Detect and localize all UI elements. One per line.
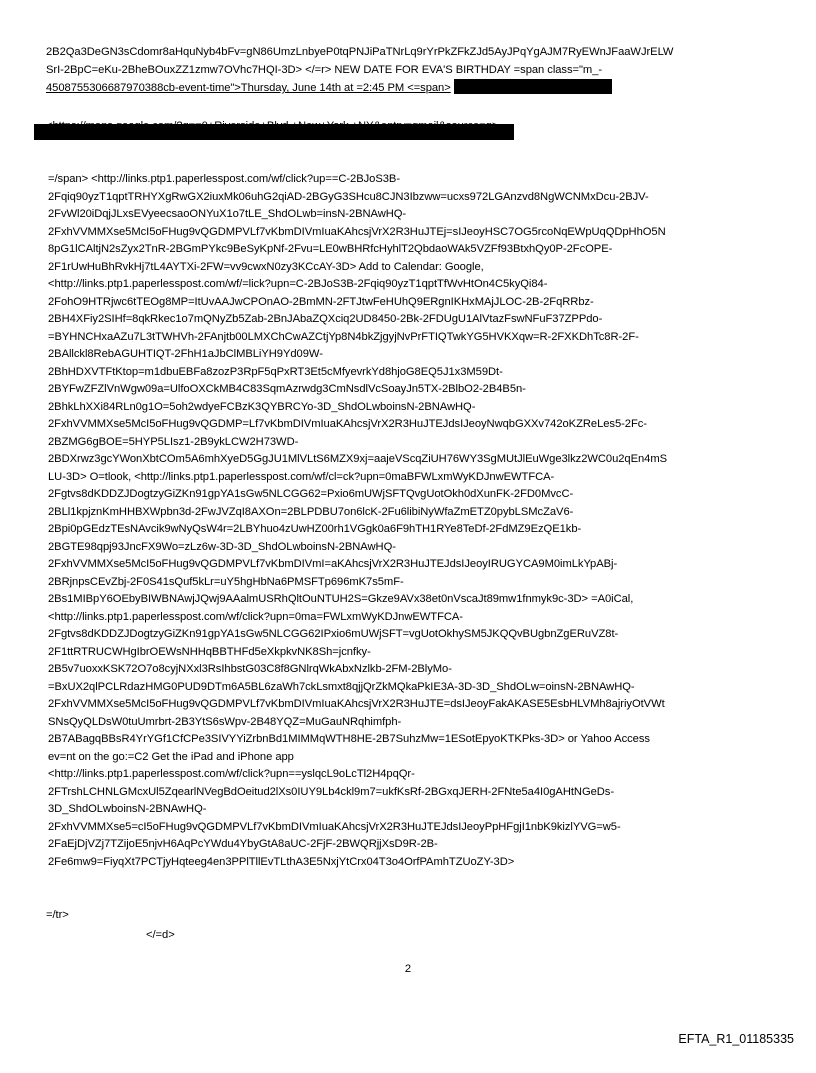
body-line: 2FxhVVMMXse5McI5oFHug9vQGDMPVLf7vKbmDIVmI=aKAhcsjVrX2R3HuJTEJdsIJeoyIRUGYCA9M0imLkYpABj-	[48, 558, 618, 570]
body-line: <http://links.ptp1.paperlesspost.com/wf/click?upn=0ma=FWLxmWyKDJnwEWTFCA-	[48, 610, 463, 623]
body-line: 3D_ShdOLwboinsN-2BNAwHQ-	[48, 803, 207, 815]
body-line: 2Fe6mw9=FiyqXt7PCTjyHqteeg4en3PPlTllEvTLthA3E5NxjYtCrx04T3o4OrfPAmhTZUoZY-3D>	[48, 855, 515, 868]
body-line: 2F1ttRTRUCWHgIbrOEWsNHHqBBTHFd5eXkpkvNK8Sh=jcnfky-	[48, 645, 371, 658]
body-line: =BYHNCHxaAZu7L3tTWHVh-2FAnjtb00LMXChCwAZCtjYp8N4bkZjgyjNvPrFTIQTwkYG5HVKXqw=R-2FXKDhTc8R-2F-	[48, 330, 639, 343]
body-line: 2FTrshLCHNLGMcxUl5ZqearlNVegBdOeitud2lXs0IUY9Lb4ckl9m7=ukfKsRf-2BGxqJERH-2FNte5a4I0gAHtNGeDs-	[48, 785, 615, 798]
body-line: SNsQyQLDsW0tuUmrbrt-2B3YtS6sWpv-2B48YQZ=MuGauNRqhimfph-	[48, 715, 402, 728]
bates-number: EFTA_R1_01185335	[678, 1032, 794, 1046]
body-line: <http://links.ptp1.paperlesspost.com/wf/click?upn==yslqcL9oLcTl2H4pqQr-	[48, 768, 415, 780]
body-line: 2FxhVVMMXse5=cI5oFHug9vQGDMPVLf7vKbmDIVmIuaKAhcsjVrX2R3HuJTEJdsIJeoyPpHFgjI1nbK9kizlYVG=w5-	[48, 820, 621, 833]
body-line: 2BYFwZFZlVnWgw09a=UlfoOXCkMB4C83SqmAzrwdg3CmNsdlVcSoayJn5TX-2BlbO2-2B4B5n-	[48, 383, 526, 395]
body-line: 2BRjnpsCEvZbj-2F0S41sQuf5kLr=uY5hgHbNa6PMSFTp696mK7s5mF-	[48, 575, 404, 588]
spacer	[46, 97, 776, 118]
link-text-block	[46, 171, 776, 871]
body-line: 2Fqiq90yzT1qptTRHYXgRwGX2iuxMk06uhG2qiAD-2BGyG3SHcu8CJN3Ibzww=ucxs972LGAnzvd8NgWCNMxDcu-2BJV-	[48, 190, 649, 203]
email-document-body	[46, 44, 776, 944]
body-line: =BxUX2qlPCLRdazHMG0PUD9DTm6A5BL6zaWh7ckLsmxt8qjjQrZkMQkaPkIE3A-3D-3D_ShdOLw=oinsN-2BNAwHQ-	[48, 680, 635, 693]
redaction-box	[454, 79, 612, 94]
body-line: 2BAllckl8RebAGUHTIQT-2FhH1aJbClMBLiYH9Yd09W-	[48, 348, 323, 360]
body-line: <http://links.ptp1.paperlesspost.com/wf/=lick?upn=C-2BJoS3B-2Fqiq90yzT1qptTfWvHtOn4C5kyQi84-	[48, 278, 548, 290]
body-line: 2B5v7uoxxKSK72O7o8cyjNXxl3RsIhbstG03C8f8GNlrqWkAbxNzlkb-2FM-2BlyMo-	[48, 663, 452, 675]
body-line: 2BhkLhXXi84RLn0g1O=5oh2wdyeFCBzK3QYBRCYo-3D_ShdOLwboinsN-2BNAwHQ-	[48, 400, 476, 413]
body-line: 2BGTE98qpj93JncFX9Wo=zLz6w-3D-3D_ShdOLwboinsN-2BNAwHQ-	[48, 540, 396, 553]
body-line: 2FxhVVMMXse5McI5oFHug9vQGDMP=Lf7vKbmDIVmIuaKAhcsjVrX2R3HuJTEJdsIJeoyNwqbGXXv742oKZReLes5-2Fc-	[48, 418, 647, 430]
body-line: ev=nt on the go:=C2 Get the iPad and iPhone app	[48, 750, 294, 763]
body-line: LU-3D> O=tlook, <http://links.ptp1.paperlesspost.com/wf/cl=ck?upn=0maBFWLxmWyKDJnwEWTFCA-	[48, 470, 555, 483]
body-line: 2FxhVVMMXse5McI5oFHug9vQGDMPVLf7vKbmDIVmIuaKAhcsjVrX2R3HuJTEj=sIJeoyHSC7OG5rcoNqEWpUqQDpHhO5N	[48, 225, 666, 238]
body-line: 2FxhVVMMXse5McI5oFHug9vQGDMPVLf7vKbmDIVmIuaKAhcsjVrX2R3HuJTE=dsIJeoyFakAKASE5EsbHLVMh8ajriyOtVWt	[48, 698, 665, 710]
redaction-box	[34, 124, 514, 140]
body-line: 2BLl1kpjznKmHHBXWpbn3d-2FwJVZqI8AXOn=2BLPDBU7on6lcK-2Fu6libiNyWfaZmETZ0pybLSMcZaV6-	[48, 505, 574, 518]
page-number: 2	[404, 963, 412, 975]
body-line: 2Bpi0pGEdzTEsNAvcik9wNyQsW4r=2LBYhuo4zUwHZ00rh1VGgk0a6F9hTH1RYe8TeDf-2FdMZ9EzQE1kb-	[48, 523, 582, 535]
body-line: 2FaEjDjVZj7TZijoE5njvH6AqPcYWdu4YbyGtA8aUC-2FjF-2BWQRjjXsD9R-2B-	[48, 838, 438, 850]
header-line: 2B2Qa3DeGN3sCdomr8aHquNyb4bFv=gN86UmzLnbyeP0tqPNJiPaTNrLq9rYrPkZFkZJd5AyJPqYgAJM7RyEWnJFaaWJrELW	[46, 46, 674, 58]
event-time-text: 4508755306687970388cb-event-time">Thursday, June 14th at =2:45 PM <=span>	[46, 82, 451, 94]
header-line-event-time	[46, 79, 776, 97]
spacer	[46, 871, 776, 907]
body-line: 8pG1lCAltjN2sZyx2TnR-2BGmPYkc9BeSyKpNf-2Fvu=LE0wBHRfcHyhlT2QbdaoWAk5VZFf93BtxhQy0P-2FcOPE-	[48, 243, 613, 255]
trailer-line: </=d>	[146, 928, 175, 941]
body-line: 2BH4XFiy2SIHf=8qkRkec1o7mQNyZb5Zab-2BnJAbaZQXciq2UD8450-2Bk-2FDUgU1AlVtazFswNFuF37ZPPdo-	[48, 313, 603, 325]
body-line: =/span> <http://links.ptp1.paperlesspost.com/wf/click?up==C-2BJoS3B-	[48, 173, 400, 185]
body-line: 2Bs1MIBpY6OEbyBIWBNAwjJQwj9AAalmUSRhQltOuNTUH2S=Gkze9AVx38et0nVscaJt89mw1fnmyk9c-3D> =A0iCal,	[48, 593, 634, 605]
body-line: 2FvWl20iDqjJLxsEVyeecsaoONYuX1o7tLE_ShdOLwb=insN-2BNAwHQ-	[48, 208, 407, 220]
body-line: 2F1rUwHuBhRvkHj7tL4AYTXi-2FW=vv9cwxN0zy3KCcAY-3D> Add to Calendar: Google,	[48, 260, 484, 273]
body-line: 2Fgtvs8dKDDZJDogtzyGiZKn91gpYA1sGw5NLCGG62=Pxio6mUWjSFTQvgUotOkh0dXunFK-2FD0MvcC-	[48, 488, 574, 500]
body-line: 2BZMG6gBOE=5HYP5LIsz1-2B9ykLCW2H73WD-	[48, 435, 299, 448]
body-line: 2Fgtvs8dKDDZJDogtzyGiZKn91gpYA1sGw5NLCGG62IPxio6mUWjSFT=vgUotOkhySM5JKQQvBUgbnZgERuVZ8t-	[48, 628, 619, 640]
body-line: 2B7ABagqBBsR4YrYGf1CfCPe3SIVYYiZrbnBd1MIMMqWTH8HE-2B7SuhzMw=1ESotEpyoKTKPks-3D> or Yahoo Access	[48, 733, 650, 745]
body-line: 2BDXrwz3gcYWonXbtCOm5A6mhXyeD5GgJU1MlVLtS6MZX9xj=aajeVScqZiUH76WY3SgMUtJlEuWge3lkz2WC0u2qEn4mS	[48, 453, 668, 465]
header-line: SrI-2BpC=eKu-2BheBOuxZZ1zmw7OVhc7HQI-3D> </=r> NEW DATE FOR EVA'S BIRTHDAY =span class="m_-	[46, 63, 603, 76]
body-line: 2FohO9HTRjwc6tTEOg8MP=ItUvAAJwCPOnAO-2BmMN-2FTJtwFeHUhQ9ERgnIKHxMAjJLOC-2B-2FqRRbz-	[48, 295, 594, 308]
body-line: 2BhHDXVTFtKtop=m1dbuEBFa8zozP3RpF5qPxRT3Et5cMfyevrkYd8hjoG8EQ5J1x3M59Dt-	[48, 365, 503, 378]
spacer	[46, 135, 776, 171]
trailer-line: =/tr>	[46, 909, 69, 921]
